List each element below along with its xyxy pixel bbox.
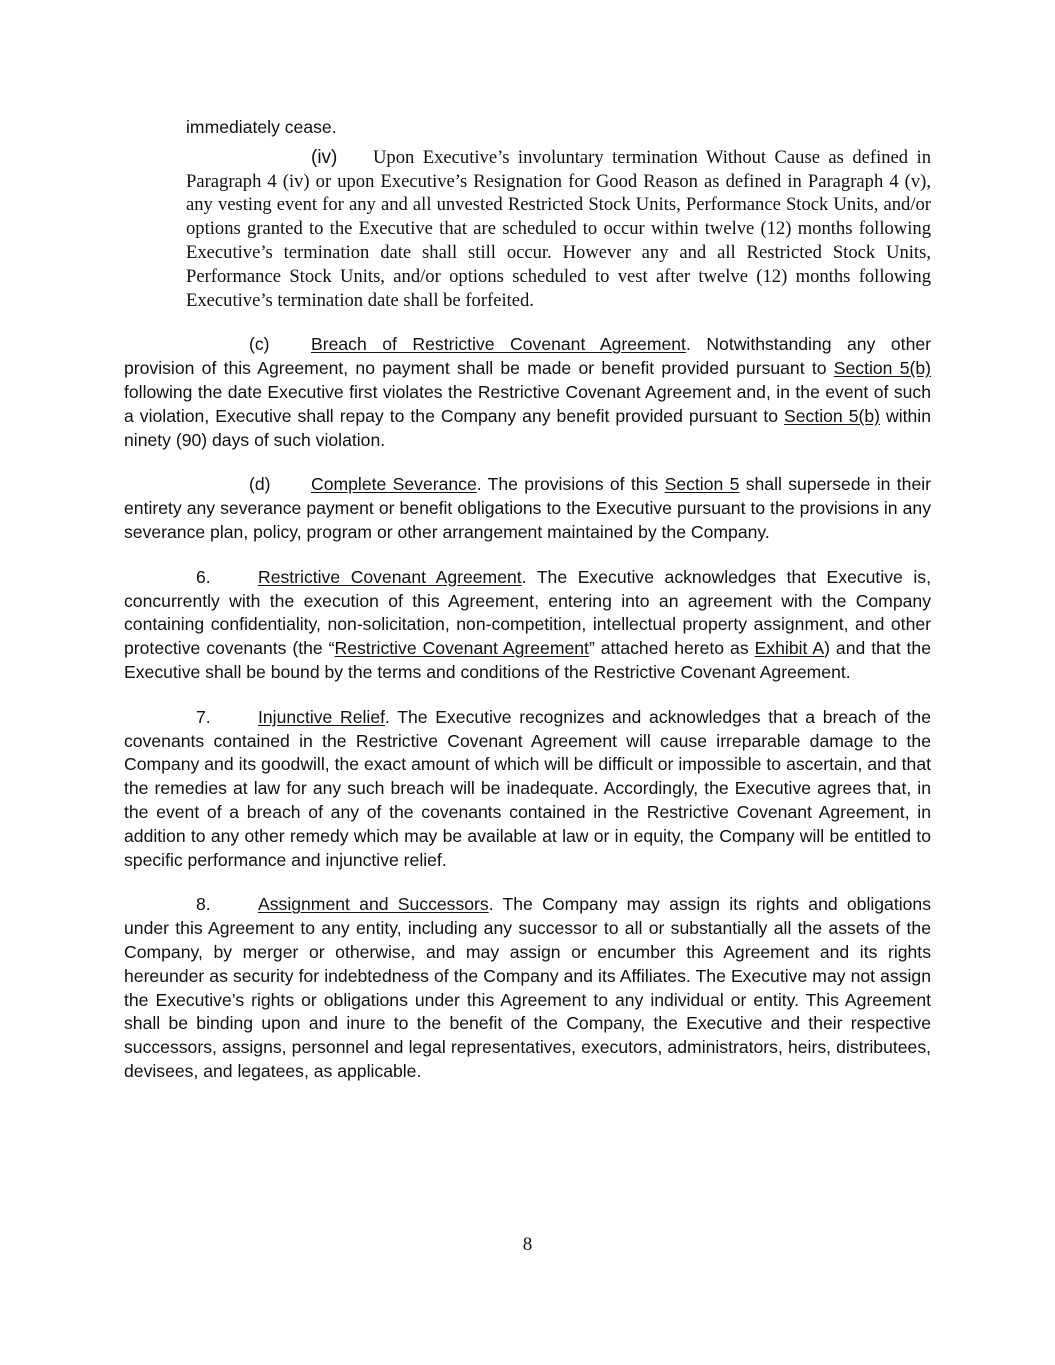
section-6-heading: Restrictive Covenant Agreement (258, 566, 522, 587)
section-5d-label: (d) (249, 474, 271, 495)
subsection-iv (186, 146, 931, 313)
restrictive-covenant-definition: Restrictive Covenant Agreement (334, 638, 589, 659)
section-5d-heading: Complete Severance (311, 474, 477, 495)
section-7-label: 7. (196, 706, 211, 727)
section-5d: (d) Complete Severance. The provisions of this Section 5 shall supersede in their entirety any severance payment or benefit obligations to the Executive pursuant to the provisions in any severance plan, policy, program or other arrangement maintained by the Company. (124, 474, 931, 542)
document-page (124, 116, 931, 1084)
exhibit-a-reference: Exhibit A (754, 638, 825, 659)
section-6-label: 6. (196, 566, 211, 587)
section-8-label: 8. (196, 894, 211, 915)
section-7-heading: Injunctive Relief (258, 706, 385, 727)
section-5c-label: (c) (249, 334, 270, 355)
section-5c: (c) Breach of Restrictive Covenant Agreement. Notwithstanding any other provision of this Agreement, no payment shall be made or benefit provided pursuant to Section 5(b) following the date Executive first violates the Restrictive Covenant Agreement and, in the event of such a violation, Executive shall repay to the Company any benefit provided pursuant to Section 5(b) within ninety (90) days of such violation. (124, 334, 932, 450)
section-8-heading: Assignment and Successors (258, 894, 489, 915)
section-5b-reference: Section 5(b) (833, 358, 931, 379)
subsection-iv-block (186, 116, 931, 312)
section-5-reference: Section 5 (664, 474, 740, 495)
subsection-iv-label: (iv) (311, 146, 338, 168)
section-7: 7. Injunctive Relief. The Executive recognizes and acknowledges that a breach of the covenants contained in the Restrictive Covenant Agreement will cause irreparable damage to the Company and its goodwill, the exact amount of which will be difficult or impossible to ascertain, and that the remedies at law for any such breach will be inadequate. Accordingly, the Executive agrees that, in the event of a breach of any of the covenants contained in the Restrictive Covenant Agreement, in addition to any other remedy which may be available at law or in equity, the Company will be entitled to specific performance and injunctive relief. (124, 706, 931, 870)
subsection-iii-tail: immediately cease. (186, 117, 337, 137)
section-5b-reference: Section 5(b) (784, 405, 881, 426)
subsection-iv-text: Upon Executive’s involuntary termination Without Cause as defined in Paragraph 4 (iv) or upon Executive’s Resignation for Good Reason as defined in Paragraph 4 (v), any vesting event for any and all unvested Restricted Stock Units, Performance Stock Units, and/or options granted to the Executive that are scheduled to occur within twelve (12) months following Executive’s termination date shall still occur. However any and all Restricted Stock Units, Performance Stock Units, and/or options scheduled to vest after twelve (12) months following Executive’s termination date shall be forfeited. (186, 146, 931, 311)
section-6: 6. Restrictive Covenant Agreement. The Executive acknowledges that Executive is, concurrently with the execution of this Agreement, entering into an agreement with the Company containing confidentiality, non-solicitation, non-competition, intellectual property assignment, and other protective covenants (the “Restrictive Covenant Agreement” attached hereto as Exhibit A) and that the Executive shall be bound by the terms and conditions of the Restrictive Covenant Agreement. (124, 566, 931, 682)
section-8: 8. Assignment and Successors. The Company may assign its rights and obligations under this Agreement to any entity, including any successor to all or substantially all the assets of the Company, by merger or otherwise, and may assign or encumber this Agreement and its rights hereunder as security for indebtedness of the Company and its Affiliates. The Executive may not assign the Executive’s rights or obligations under this Agreement to any individual or entity. This Agreement shall be binding upon and inure to the benefit of the Company, the Executive and their respective successors, assigns, personnel and legal representatives, executors, administrators, heirs, distributees, devisees, and legatees, as applicable. (124, 894, 932, 1081)
section-5c-heading: Breach of Restrictive Covenant Agreement (311, 334, 686, 355)
page-number: 8 (522, 1234, 533, 1255)
